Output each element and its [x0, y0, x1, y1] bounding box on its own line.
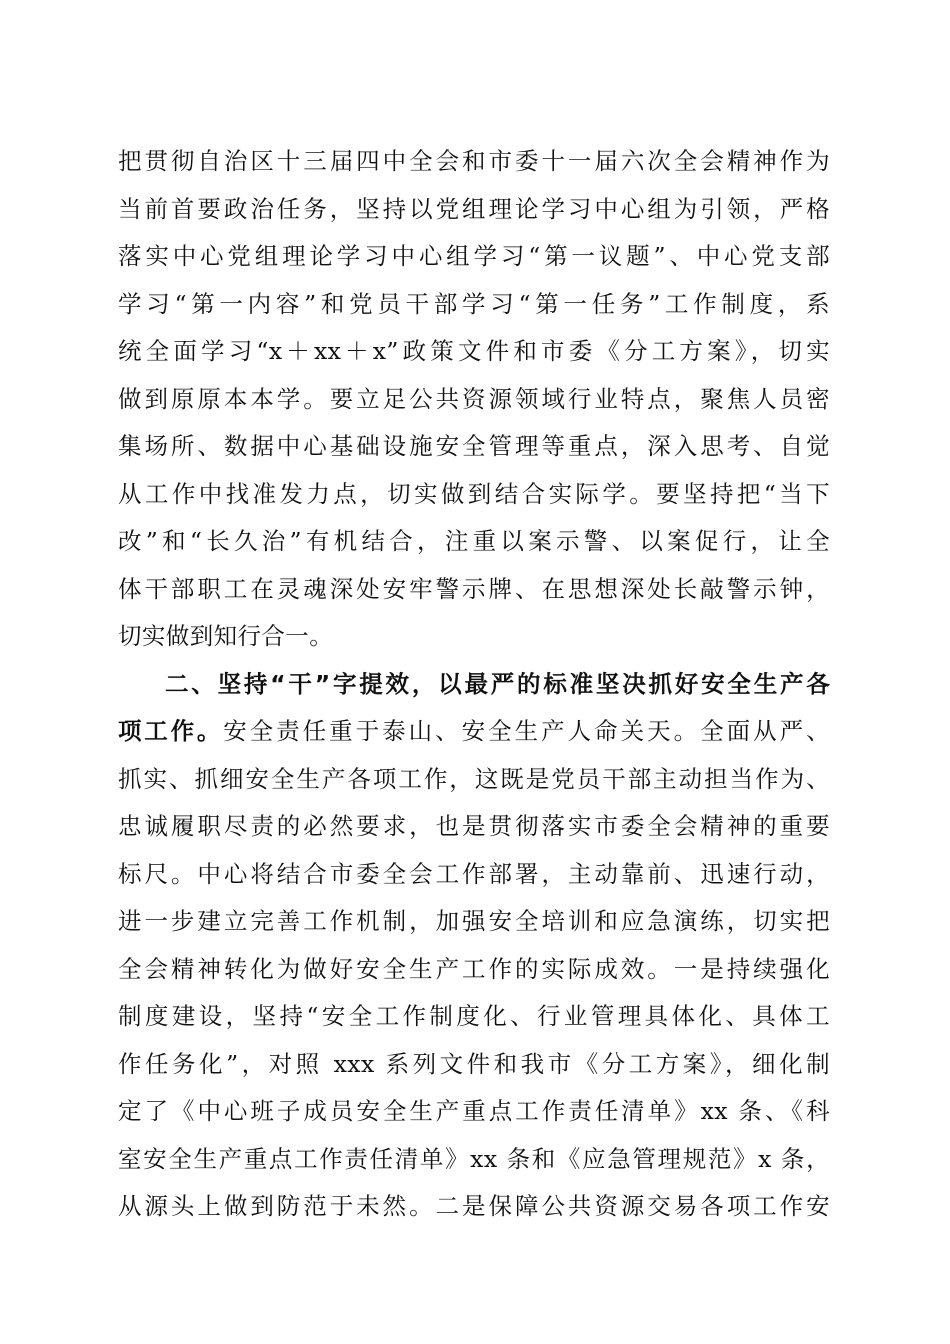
- text-line: 制度建设，坚持“安全工作制度化、行业管理具体化、具体工: [118, 1002, 830, 1030]
- text-line: 学习“第一内容”和党员干部学习“第一任务”工作制度，系: [118, 289, 830, 318]
- text-line: 当前首要政治任务，坚持以党组理论学习中心组为引领，严格: [118, 194, 830, 223]
- text-line: 忠诚履职尽责的必然要求，也是贯彻落实市委全会精神的重要: [118, 812, 830, 840]
- text-line: 体干部职工在灵魂深处安牢警示牌、在思想深处长敲警示钟，: [118, 574, 830, 603]
- text-line: 定了《中心班子成员安全生产重点工作责任清单》xx 条、《科: [118, 1097, 830, 1125]
- section-heading: 二、坚持“干”字提效，以最严的标准坚决抓好安全生产各: [165, 669, 830, 698]
- text-line: 进一步建立完善工作机制，加强安全培训和应急演练，切实把: [118, 907, 830, 935]
- text-line: 作任务化”，对照 xxx 系列文件和我市《分工方案》，细化制: [118, 1049, 830, 1078]
- text-line: [118, 708, 830, 756]
- text-line: 从工作中找准发力点，切实做到结合实际学。要坚持把“当下: [118, 479, 830, 508]
- text-line: 标尺。中心将结合市委全会工作部署，主动靠前、迅速行动，: [118, 859, 830, 888]
- text-line: 统全面学习“x＋xx＋x”政策文件和市委《分工方案》，切实: [118, 337, 830, 365]
- paragraph-1: [118, 138, 830, 661]
- text-line: 抓实、抓细安全生产各项工作，这既是党员干部主动担当作为、: [118, 764, 830, 793]
- text-line: 从源头上做到防范于未然。二是保障公共资源交易各项工作安: [118, 1192, 830, 1220]
- paragraph-2: [118, 661, 830, 1231]
- text-line: 落实中心党组理论学习中心组学习“第一议题”、中心党支部: [118, 242, 830, 270]
- text-line: 把贯彻自治区十三届四中全会和市委十一届六次全会精神作为: [118, 147, 830, 175]
- text-line: 切实做到知行合一。: [118, 622, 334, 650]
- text-line: 室安全生产重点工作责任清单》xx 条和《应急管理规范》x 条，: [118, 1144, 830, 1173]
- document-page: [118, 138, 830, 1231]
- text-line: 改”和“长久治”有机结合，注重以案示警、以案促行，让全: [118, 527, 830, 555]
- text-line: 集场所、数据中心基础设施安全管理等重点，深入思考、自觉: [118, 432, 830, 460]
- section-heading-end: 项工作。: [118, 717, 224, 745]
- text-run: 安全责任重于泰山、安全生产人命关天。全面从严、: [223, 717, 830, 745]
- text-line: 全会精神转化为做好安全生产工作的实际成效。一是持续强化: [118, 954, 830, 983]
- text-line: 做到原原本本学。要立足公共资源领域行业特点，聚焦人员密: [118, 384, 830, 413]
